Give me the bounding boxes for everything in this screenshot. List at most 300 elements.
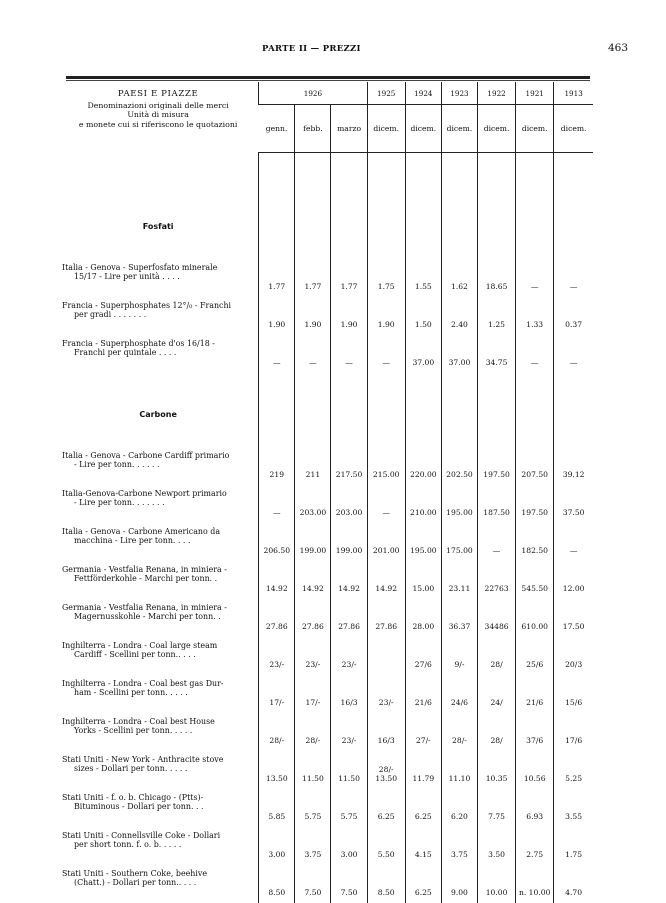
- value-cell: [367, 713, 405, 751]
- value-cell: [331, 865, 367, 903]
- value: 1.90: [304, 319, 322, 329]
- value-cell: [259, 865, 295, 903]
- item-description-line: macchina - Lire per tonn. . . .: [74, 535, 191, 545]
- value: 11.10: [448, 773, 471, 783]
- item-description-line: Stati Uniti - f. o. b. Chicago - (Ptts)-: [62, 792, 204, 802]
- value-cell: [516, 751, 554, 789]
- value: 1.90: [377, 319, 395, 329]
- section-empty-cell: [405, 373, 441, 429]
- value: 11.50: [338, 773, 360, 783]
- value: 14.92: [302, 583, 324, 593]
- value: 197.50: [521, 507, 548, 517]
- value-cell: [367, 637, 405, 675]
- month-header: dicem.: [367, 105, 405, 152]
- value: 1.33: [526, 319, 544, 329]
- value: 39.12: [562, 469, 585, 479]
- table-row: [58, 335, 593, 373]
- value: —: [569, 545, 578, 555]
- item-description-line: Stati Uniti - Connellsville Coke - Dollari: [62, 830, 221, 840]
- value-cell: [478, 675, 516, 713]
- gap-cell: [58, 429, 259, 447]
- value-cell: [367, 561, 405, 599]
- value: 210.00: [410, 507, 437, 517]
- year-header-1924: 1924: [405, 82, 441, 105]
- value-cell: [405, 447, 441, 485]
- value-cell: [259, 675, 295, 713]
- value: 25/6: [526, 659, 544, 669]
- value-cell: [405, 561, 441, 599]
- value-cell: [516, 599, 554, 637]
- item-description-line: (Chatt.) - Dollari per tonn.. . . .: [74, 877, 197, 887]
- value: 197.50: [483, 469, 510, 479]
- value-cell: [331, 789, 367, 827]
- value-cell: [259, 447, 295, 485]
- item-description: [58, 827, 259, 865]
- gap-row: [58, 429, 593, 447]
- value: 17/-: [269, 697, 285, 707]
- value-cell: [478, 827, 516, 865]
- table-row: [58, 789, 593, 827]
- section-title: Carbone: [139, 409, 177, 419]
- year-header-1922: 1922: [478, 82, 516, 105]
- value-cell: [441, 751, 477, 789]
- header-subtitle-line: Unità di misura: [127, 110, 189, 119]
- value-cell: [478, 485, 516, 523]
- value-cell: [331, 827, 367, 865]
- value-cell: [259, 713, 295, 751]
- spacer-cell: [554, 152, 593, 185]
- value: 3.75: [450, 849, 468, 859]
- value: —: [309, 357, 317, 367]
- value: 206.50: [263, 545, 291, 555]
- gap-cell: [295, 241, 331, 259]
- value: 23/-: [341, 659, 357, 669]
- value: 11.79: [412, 773, 435, 783]
- value: 28/: [490, 659, 503, 669]
- year-header-1913: 1913: [554, 82, 593, 105]
- item-description: [58, 485, 259, 523]
- value-cell: [367, 865, 405, 903]
- value: —: [530, 281, 539, 291]
- value: 20/3: [565, 659, 583, 669]
- value: 203.00: [335, 507, 363, 517]
- value-cell: [405, 751, 441, 789]
- value-cell: [331, 335, 367, 373]
- value-cell: [554, 523, 593, 561]
- value: 207.50: [521, 469, 548, 479]
- value-cell: [367, 259, 405, 297]
- table-row: [58, 259, 593, 297]
- value-cell: [331, 599, 367, 637]
- item-description: [58, 523, 259, 561]
- value: 9/-: [454, 659, 465, 669]
- value-cell: [331, 561, 367, 599]
- value-cell: [478, 259, 516, 297]
- value: 28/: [490, 735, 503, 745]
- item-description-line: Germania - Vestfalia Renana, in miniera -: [62, 564, 227, 574]
- value: 182.50: [521, 545, 548, 555]
- value-cell: [441, 599, 477, 637]
- item-description-line: Bituminous - Dollari per tonn. . .: [74, 801, 204, 811]
- value-cell: [478, 599, 516, 637]
- spacer-cell: [478, 152, 516, 185]
- value: 187.50: [483, 507, 510, 517]
- gap-cell: [478, 241, 516, 259]
- value-cell: [441, 335, 477, 373]
- value: 15.00: [412, 583, 435, 593]
- month-header: dicem.: [478, 105, 516, 152]
- value-cell: [516, 259, 554, 297]
- value: 217.50: [335, 469, 363, 479]
- value: 24/: [490, 697, 503, 707]
- value-cell: [478, 335, 516, 373]
- month-header: dicem.: [405, 105, 441, 152]
- value-cell: [331, 523, 367, 561]
- table-row: [58, 827, 593, 865]
- section-empty-cell: [295, 373, 331, 429]
- gap-cell: [516, 241, 554, 259]
- value: 610.00: [521, 621, 548, 631]
- spacer-cell: [367, 152, 405, 185]
- item-description-line: Inghilterra - Londra - Coal best gas Dur-: [62, 678, 224, 688]
- value-cell: [441, 561, 477, 599]
- value-cell: [295, 297, 331, 335]
- value: 21/6: [526, 697, 544, 707]
- value-cell: [516, 297, 554, 335]
- table-row: [58, 447, 593, 485]
- item-description-line: Inghilterra - Londra - Coal large steam: [62, 640, 218, 650]
- gap-cell: [478, 429, 516, 447]
- value: 0.37: [565, 319, 583, 329]
- value-cell: [478, 637, 516, 675]
- value: 3.50: [488, 849, 506, 859]
- item-description-line: Italia - Genova - Carbone Cardiff primario: [62, 450, 230, 460]
- value-cell: [441, 523, 477, 561]
- page-number: 463: [607, 42, 628, 54]
- value-cell: [478, 523, 516, 561]
- value: 27.86: [265, 621, 288, 631]
- value-cell: [441, 675, 477, 713]
- item-description: [58, 561, 259, 599]
- value-cell: [554, 259, 593, 297]
- month-header: genn.: [259, 105, 295, 152]
- value-cell: [367, 789, 405, 827]
- value-cell: [367, 297, 405, 335]
- value-cell: [367, 675, 405, 713]
- value-cell: [441, 447, 477, 485]
- item-description-line: Magernusskohle - Marchi per tonn. .: [74, 611, 221, 621]
- value: 27/-: [415, 735, 431, 745]
- value-cell: [516, 789, 554, 827]
- value-cell: [331, 675, 367, 713]
- value-cell: [554, 789, 593, 827]
- gap-cell: [367, 241, 405, 259]
- value-cell: [331, 447, 367, 485]
- value-cell: [441, 789, 477, 827]
- gap-cell: [441, 241, 477, 259]
- spacer-cell: [58, 152, 259, 185]
- value-cell: [478, 789, 516, 827]
- value-cell: [405, 827, 441, 865]
- item-description-line: per gradi . . . . . . .: [74, 309, 147, 319]
- value: 6.25: [414, 811, 432, 821]
- value: 22763: [484, 583, 509, 593]
- table-row: [58, 713, 593, 751]
- value: 1.90: [340, 319, 358, 329]
- section-empty-cell: [331, 185, 367, 241]
- item-description-line: Italia - Genova - Superfosfato minerale: [62, 262, 218, 272]
- value-cell: [405, 335, 441, 373]
- value: 14.92: [265, 583, 288, 593]
- value: 13.50: [265, 773, 288, 783]
- item-description-line: 15/17 - Lire per unità . . . .: [74, 271, 180, 281]
- value-cell: [331, 713, 367, 751]
- value: 14.92: [338, 583, 360, 593]
- value: 219: [269, 469, 285, 479]
- value: 28/-: [269, 735, 285, 745]
- item-description: [58, 789, 259, 827]
- table-row: [58, 751, 593, 789]
- value: 1.77: [304, 281, 322, 291]
- item-description: [58, 637, 259, 675]
- value-cell: [554, 335, 593, 373]
- running-head: [40, 42, 628, 58]
- item-description-line: Stati Uniti - New York - Anthracite stove: [62, 754, 224, 764]
- value-cell: [295, 865, 331, 903]
- section-empty-cell: [367, 373, 405, 429]
- value-cell: [516, 523, 554, 561]
- value: —: [273, 357, 281, 367]
- top-rule-thin: [66, 80, 590, 81]
- year-header-1926: 1926: [259, 82, 367, 105]
- value-cell: [295, 335, 331, 373]
- value: 18.65: [485, 281, 508, 291]
- value-cell: [441, 865, 477, 903]
- value-cell: [295, 713, 331, 751]
- year-header-1921: 1921: [516, 82, 554, 105]
- value: 28.00: [412, 621, 435, 631]
- value: 201.00: [372, 545, 400, 555]
- value-cell: [367, 485, 405, 523]
- value-cell: [259, 599, 295, 637]
- gap-cell: [331, 241, 367, 259]
- value-cell: [554, 865, 593, 903]
- value: 9.00: [450, 887, 468, 897]
- value: 3.55: [565, 811, 583, 821]
- value: 175.00: [446, 545, 473, 555]
- prices-table: [58, 82, 593, 903]
- month-header: dicem.: [441, 105, 477, 152]
- value-cell: [554, 675, 593, 713]
- value-cell: [554, 599, 593, 637]
- table-row: [58, 599, 593, 637]
- value-cell: [516, 561, 554, 599]
- value-cell: [295, 599, 331, 637]
- item-description: [58, 865, 259, 903]
- value-cell: [516, 637, 554, 675]
- value-cell: [295, 447, 331, 485]
- spacer-cell: [516, 152, 554, 185]
- header-row-years: [58, 82, 593, 105]
- item-description-line: per short tonn. f. o. b. . . . .: [74, 839, 182, 849]
- value: 1.75: [377, 281, 395, 291]
- value: 11.50: [302, 773, 324, 783]
- value-cell: [554, 297, 593, 335]
- value-cell: [405, 259, 441, 297]
- value-cell: [295, 637, 331, 675]
- value-cell: [295, 751, 331, 789]
- value-cell: [405, 599, 441, 637]
- value: 8.50: [377, 887, 395, 897]
- value-cell: [554, 751, 593, 789]
- value: 34486: [484, 621, 509, 631]
- header-description: [58, 82, 259, 152]
- section-empty-cell: [331, 373, 367, 429]
- item-description: [58, 599, 259, 637]
- value-cell: [331, 297, 367, 335]
- value: 1.50: [414, 319, 432, 329]
- section-empty-cell: [441, 185, 477, 241]
- value: 2.75: [526, 849, 544, 859]
- item-description: [58, 297, 259, 335]
- value: 545.50: [521, 583, 548, 593]
- value: —: [382, 357, 390, 367]
- value-cell: [554, 827, 593, 865]
- value-cell: [295, 561, 331, 599]
- month-header: dicem.: [554, 105, 593, 152]
- year-header-1923: 1923: [441, 82, 477, 105]
- value-cell: [295, 827, 331, 865]
- value-cell: [295, 523, 331, 561]
- item-description: [58, 675, 259, 713]
- value: —: [492, 545, 501, 555]
- section-row: [58, 373, 593, 429]
- value: 17/6: [565, 735, 583, 745]
- value-cell: [405, 297, 441, 335]
- value: 6.25: [377, 811, 395, 821]
- value: 5.75: [304, 811, 322, 821]
- value-cell: [516, 485, 554, 523]
- section-empty-cell: [259, 373, 295, 429]
- value: 199.00: [335, 545, 363, 555]
- value-cell: [516, 713, 554, 751]
- spacer-cell: [405, 152, 441, 185]
- gap-cell: [405, 429, 441, 447]
- table-row: [58, 523, 593, 561]
- value: 27.86: [338, 621, 360, 631]
- value-cell: [405, 789, 441, 827]
- value: 5.50: [377, 849, 395, 859]
- value: —: [569, 281, 578, 291]
- value-cell: [554, 485, 593, 523]
- value: 220.00: [410, 469, 437, 479]
- value-cell: [516, 447, 554, 485]
- value: 1.25: [488, 319, 506, 329]
- value: 13.50: [375, 773, 398, 783]
- value: 14.92: [375, 583, 398, 593]
- item-description-line: Inghilterra - Londra - Coal best House: [62, 716, 215, 726]
- value-cell: [478, 561, 516, 599]
- value-cell: [259, 637, 295, 675]
- value: 2.40: [450, 319, 468, 329]
- item-description: [58, 751, 259, 789]
- spacer-row: [58, 152, 593, 185]
- value: 203.00: [299, 507, 327, 517]
- value: 12.00: [562, 583, 585, 593]
- value-cell: [554, 637, 593, 675]
- item-description-line: Stati Uniti - Southern Coke, beehive: [62, 868, 208, 878]
- value-cell: [295, 789, 331, 827]
- item-description-line: Italia - Genova - Carbone Americano da: [62, 526, 221, 536]
- value-cell: [478, 751, 516, 789]
- upper-value: 23/-: [378, 697, 394, 707]
- value-cell: [405, 865, 441, 903]
- value-cell: [259, 561, 295, 599]
- section-empty-cell: [295, 185, 331, 241]
- value-cell: [554, 447, 593, 485]
- value-cell: [259, 259, 295, 297]
- value: 1.75: [565, 849, 583, 859]
- value-cell: [367, 335, 405, 373]
- gap-cell: [58, 241, 259, 259]
- value-cell: [259, 485, 295, 523]
- value-cell: [295, 259, 331, 297]
- value: 8.50: [268, 887, 286, 897]
- value: 6.93: [526, 811, 544, 821]
- value: 17.50: [562, 621, 585, 631]
- item-description-line: - Lire per tonn. . . . . .: [74, 459, 160, 469]
- gap-cell: [259, 429, 295, 447]
- gap-cell: [516, 429, 554, 447]
- value: 195.00: [446, 507, 473, 517]
- gap-cell: [554, 241, 593, 259]
- value: 215.00: [372, 469, 400, 479]
- value: 36.37: [448, 621, 471, 631]
- value-cell: [367, 751, 405, 789]
- value-cell: [331, 637, 367, 675]
- value-cell: [259, 751, 295, 789]
- month-header: marzo: [331, 105, 367, 152]
- value: 10.00: [485, 887, 508, 897]
- month-header: dicem.: [516, 105, 554, 152]
- value: n. 10.00: [518, 887, 551, 897]
- value: 6.20: [450, 811, 468, 821]
- value-cell: [441, 259, 477, 297]
- value: —: [345, 357, 353, 367]
- value-cell: [331, 259, 367, 297]
- value: 1.77: [340, 281, 358, 291]
- value: 27/6: [414, 659, 432, 669]
- value: —: [530, 357, 539, 367]
- value: 24/6: [450, 697, 468, 707]
- value: 3.00: [340, 849, 358, 859]
- value: 5.75: [340, 811, 358, 821]
- value: 1.55: [414, 281, 432, 291]
- section-empty-cell: [259, 185, 295, 241]
- value-cell: [516, 335, 554, 373]
- table-row: [58, 561, 593, 599]
- gap-cell: [367, 429, 405, 447]
- value: 6.25: [414, 887, 432, 897]
- value-cell: [405, 523, 441, 561]
- item-description-line: Yorks - Scellini per tonn. . . . .: [74, 725, 193, 735]
- item-description-line: Franchi per quintale . . . .: [74, 347, 177, 357]
- value: 23/-: [341, 735, 357, 745]
- value-cell: [441, 485, 477, 523]
- value-cell: [367, 523, 405, 561]
- item-description-line: - Lire per tonn. . . . . . .: [74, 497, 165, 507]
- spacer-cell: [331, 152, 367, 185]
